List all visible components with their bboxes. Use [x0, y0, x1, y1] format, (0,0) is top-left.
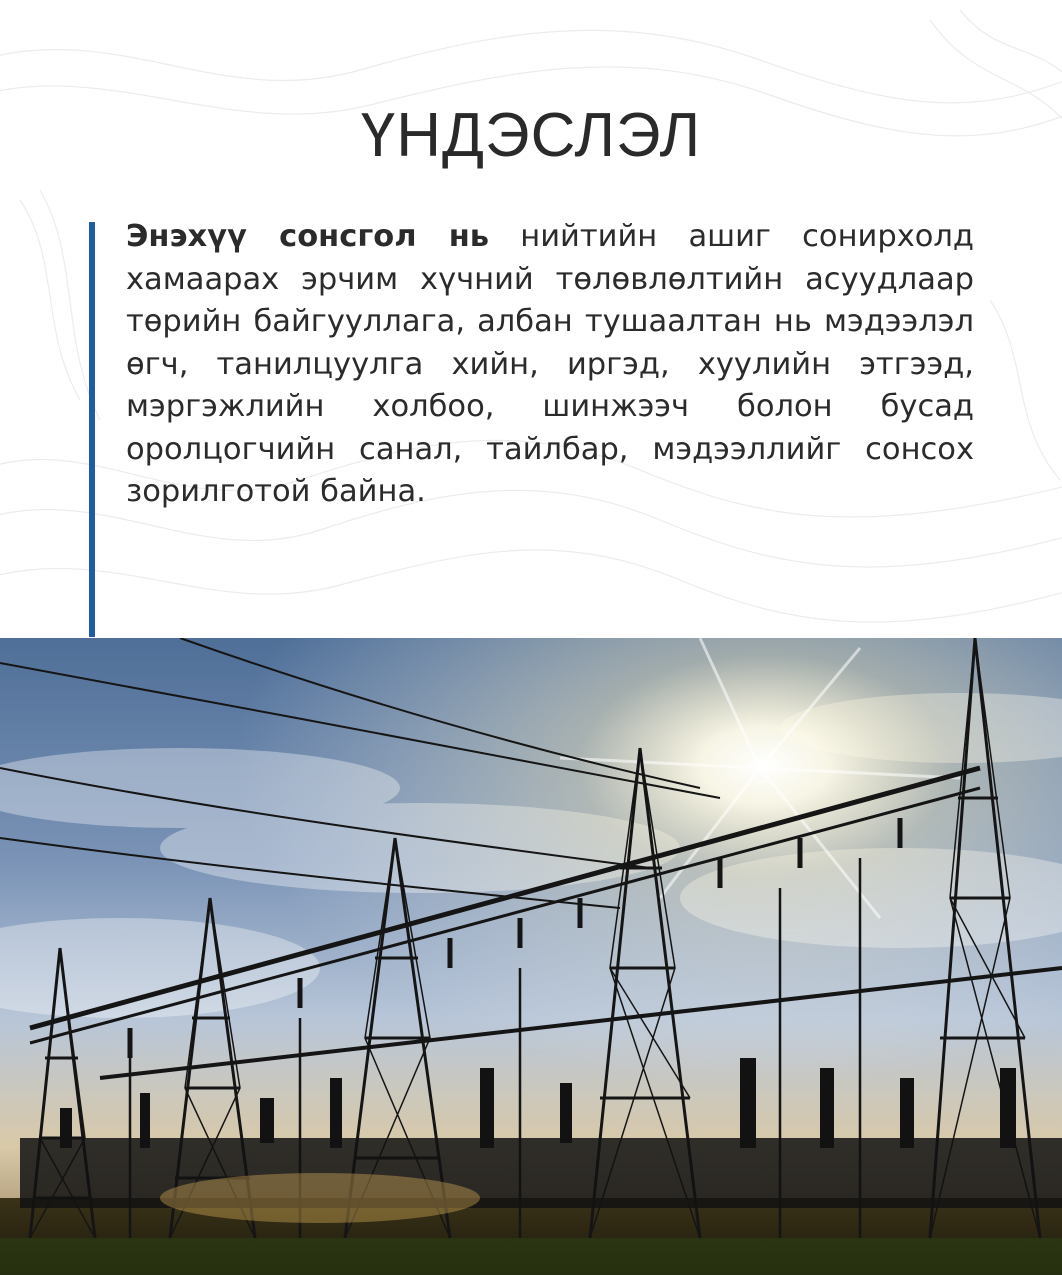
accent-bar [89, 222, 95, 637]
paragraph-lead-bold: Энэхүү сонсгол нь [126, 219, 490, 254]
substation-photo [0, 638, 1062, 1275]
paragraph-rest: нийтийн ашиг сонирхолд хамаарах эрчим хүчний төлөвлөлтийн асуудлаар төрийн байгууллага, албан тушаалтан нь мэдээлэл өгч, танилцуулга хийн, иргэд, хуулийн этгээд, мэргэжлийн холбоо, шинжээч болон бусад оролцогчийн санал, тайлбар, мэдээллийг сонсох зорилготой байна. [126, 219, 974, 509]
body-paragraph [126, 216, 974, 514]
page-title: ҮНДЭСЛЭЛ [360, 101, 702, 170]
